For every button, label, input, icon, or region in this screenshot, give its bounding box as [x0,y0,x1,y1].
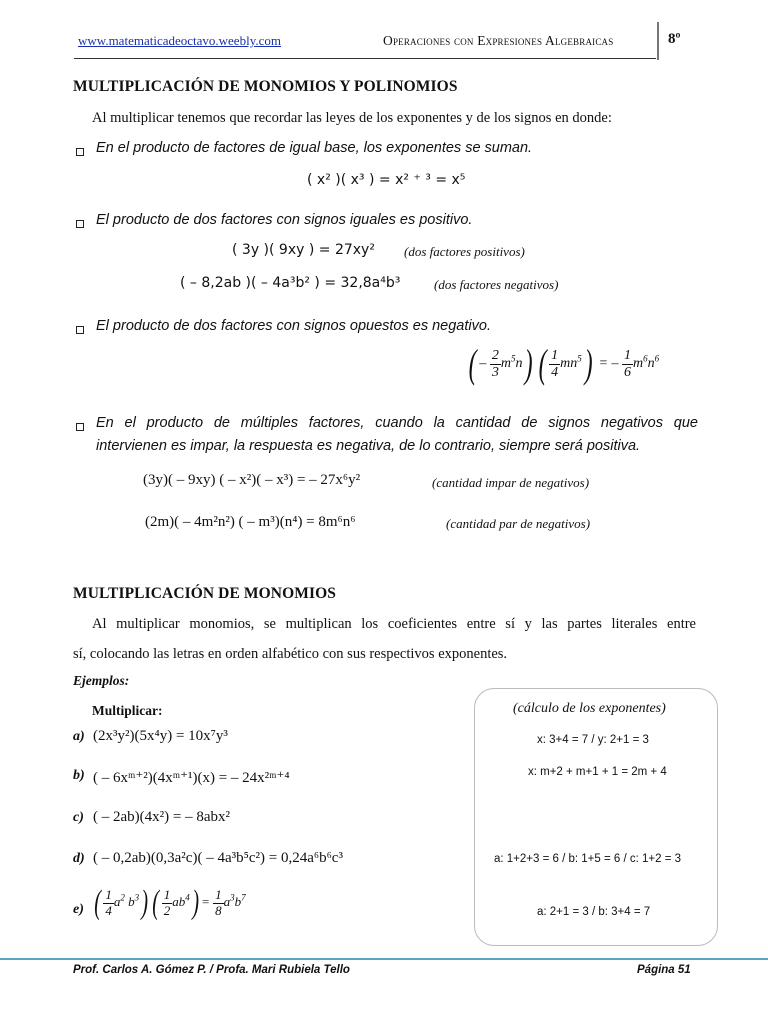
website-link[interactable]: www.matematicadeoctavo.weebly.com [78,33,281,48]
rule4-text-line1: En el producto de múltiples factores, cuando la cantidad de signos negativos que [96,415,698,431]
header-divider [657,22,659,60]
rule2-note-2: (dos factores negativos) [434,277,559,292]
bullet-icon [76,220,84,228]
box-calc-b: x: m+2 + m+1 + 1 = 2m + 4 [528,766,667,778]
rule3-fraction-equation: ( – $\frac{2}{3}$ $m^5n$) ( $\frac{1}{4}$ $mn^5$) = – $\frac{1}{6}$ $m^6n^6$ [468,341,660,386]
footer-page-number: Página 51 [637,964,691,976]
header-title: Operaciones con Expresiones Algebraicas [383,33,614,48]
bullet-icon [76,148,84,156]
example-a-label: a) [73,729,85,744]
rule2-equation-1: ( 3y )( 9xy ) = 27xy² [232,242,375,258]
footer-rule [0,958,768,960]
rule1-equation: ( x² )( x³ ) = x² ⁺ ³ = x⁵ [307,172,466,188]
example-c-label: c) [73,810,84,825]
example-c-equation: ( – 2ab)(4x²) = – 8abx² [93,809,230,825]
rule2-equation-2: ( – 8,2ab )( – 4a³b² ) = 32,8a⁴b³ [180,275,401,291]
section1-intro: Al multiplicar tenemos que recordar las leyes de los exponentes y de los signos en donde: [92,110,612,126]
section2-paragraph-line1: Al multiplicar monomios, se multiplican los coeficientes entre sí y las partes literales entre [92,616,696,632]
rule4-note-1: (cantidad impar de negativos) [432,475,590,490]
box-title: (cálculo de los exponentes) [513,701,666,716]
rule4-text-line2: intervienen es impar, la respuesta es negativa, de lo contrario, siempre será positiva. [96,438,641,454]
box-calc-d: a: 1+2+3 = 6 / b: 1+5 = 6 / c: 1+2 = 3 [494,853,682,865]
multiply-label: Multiplicar: [92,703,163,718]
footer-authors: Prof. Carlos A. Gómez P. / Profa. Mari Rubiela Tello [73,964,350,976]
example-a-equation: (2x³y²)(5x⁴y) = 10x⁷y³ [93,728,228,744]
example-e-equation: ( $\frac{1}{4}$ $a^2$ $b^3$) ( $\frac{1}{2}$ $ab^4$) = $\frac{1}{8}$ $a^3b^7$ [94,884,246,921]
examples-label: Ejemplos: [73,673,130,688]
header-rule [74,58,656,59]
section2-paragraph-line2: sí, colocando las letras en orden alfabético con sus respectivos exponentes. [73,646,508,662]
box-calc-a: x: 3+4 = 7 / y: 2+1 = 3 [537,734,649,746]
rule2-text: El producto de dos factores con signos iguales es positivo. [96,212,473,228]
section2-heading: MULTIPLICACIÓN DE MONOMIOS [73,585,336,602]
bullet-icon [76,326,84,334]
example-b-equation: ( – 6xᵐ⁺²)(4xᵐ⁺¹)(x) = – 24x²ᵐ⁺⁴ [93,770,290,786]
rule3-text: El producto de dos factores con signos opuestos es negativo. [96,318,491,334]
rule4-note-2: (cantidad par de negativos) [446,516,591,531]
example-d-label: d) [73,851,85,866]
rule4-equation-1: (3y)( – 9xy) ( – x²)( – x³) = – 27x⁶y² [143,472,361,488]
bullet-icon [76,423,84,431]
box-calc-e: a: 2+1 = 3 / b: 3+4 = 7 [537,906,651,918]
header-grade: 8º [668,31,681,47]
rule4-equation-2: (2m)( – 4m²n²) ( – m³)(n⁴) = 8m⁶n⁶ [145,514,356,530]
example-d-equation: ( – 0,2ab)(0,3a²c)( – 4a³b⁵c²) = 0,24a⁶b⁶c³ [93,850,343,866]
rule2-note-1: (dos factores positivos) [404,244,525,259]
example-e-label: e) [73,902,84,917]
section1-heading: MULTIPLICACIÓN DE MONOMIOS Y POLINOMIOS [73,78,458,95]
rule1-text: En el producto de factores de igual base, los exponentes se suman. [96,140,533,156]
example-b-label: b) [73,768,85,783]
